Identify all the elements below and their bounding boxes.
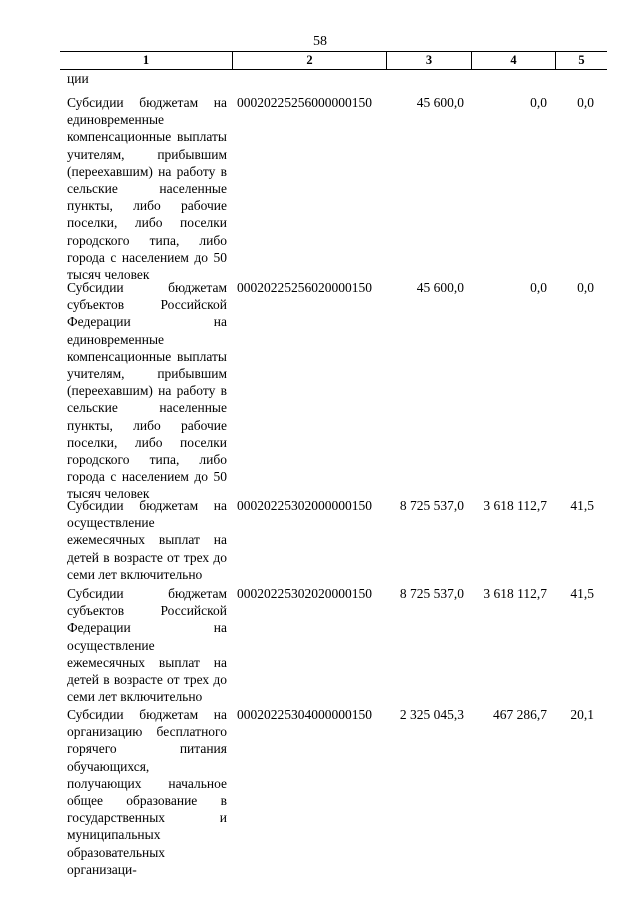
row-name: Субсидии бюджетам субъектов Российской Федерации на единовременные компенсационные выплаты учителям, прибывшим (переехавшим) на работу в сельские населенные пункты, либо рабочие поселки, либо поселки городского типа, либо города с населением до 50 тысяч человек: [67, 280, 227, 502]
row-value-3: 8 725 537,0: [399, 586, 464, 601]
row-code: 00020225302000000150: [237, 498, 372, 513]
header-col-5: 5: [578, 53, 585, 67]
header-col-2: 2: [306, 53, 313, 67]
row-value-4: 3 618 112,7: [483, 586, 547, 601]
row-value-4: 0,0: [530, 280, 547, 295]
row-code: 00020225256020000150: [237, 280, 372, 295]
row-value-5: 0,0: [577, 280, 594, 295]
row-value-3: 2 325 045,3: [399, 707, 464, 722]
row-value-3: 8 725 537,0: [399, 498, 464, 513]
row-value-4: 0,0: [530, 95, 547, 110]
row-value-4: 3 618 112,7: [483, 498, 547, 513]
page-number: 58: [313, 34, 327, 49]
row-name: Субсидии бюджетам на осуществление ежемесячных выплат на детей в возрасте от трех до семи лет включительно: [67, 498, 227, 582]
row-code: 00020225256000000150: [237, 95, 372, 110]
row-name: Субсидии бюджетам субъектов Российской Федерации на осуществление ежемесячных выплат на детей в возрасте от трех до семи лет включительно: [67, 586, 227, 705]
row-value-3: 45 600,0: [416, 95, 464, 110]
header-col-4: 4: [510, 53, 517, 67]
header-col-3: 3: [425, 53, 433, 67]
row-code: 00020225302020000150: [237, 586, 372, 601]
table-header: [60, 51, 607, 70]
continuation-text: ции: [67, 71, 89, 86]
row-name: Субсидии бюджетам на организацию бесплатного горячего питания обучающихся, получающих начальное общее образование в государственных и муниципальных образовательных организаци-: [67, 707, 227, 877]
row-code: 00020225304000000150: [237, 707, 372, 722]
row-value-5: 41,5: [570, 498, 594, 513]
header-col-1: 1: [142, 53, 150, 67]
row-value-5: 41,5: [570, 586, 594, 601]
row-value-5: 0,0: [577, 95, 594, 110]
row-name: Субсидии бюджетам на единовременные компенсационные выплаты учителям, прибывшим (переехавшим) на работу в сельские населенные пункты, либо рабочие поселки, либо поселки городского типа, либо города с населением до 50 тысяч человек: [67, 95, 227, 283]
row-value-3: 45 600,0: [416, 280, 464, 295]
row-value-5: 20,1: [570, 707, 594, 722]
row-value-4: 467 286,7: [493, 707, 547, 722]
